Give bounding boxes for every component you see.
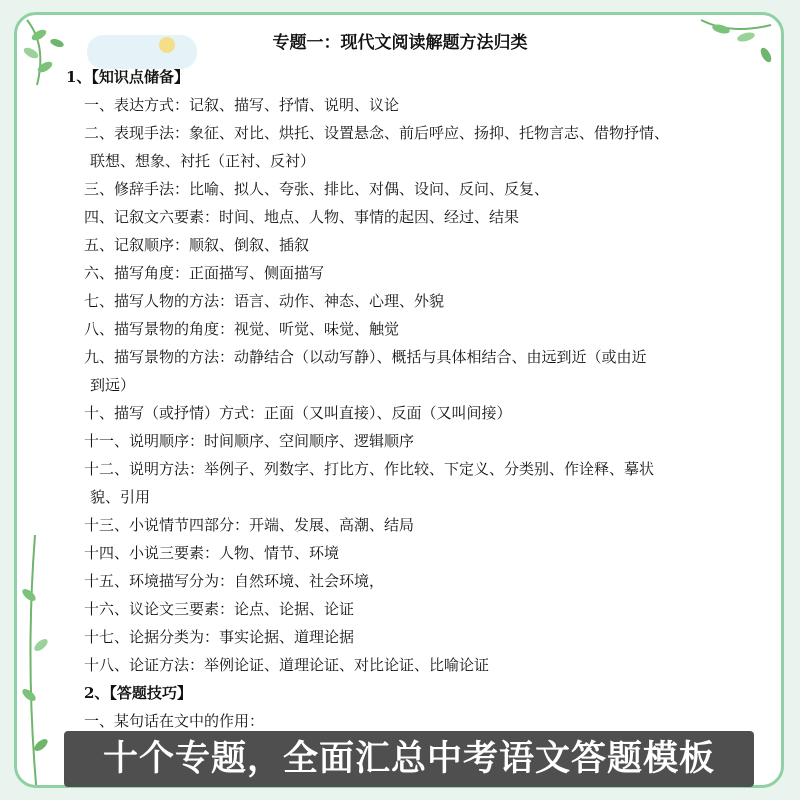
- knowledge-item: 四、记叙文六要素：时间、地点、人物、事情的起因、经过、结果: [84, 208, 520, 226]
- knowledge-item: 二、表现手法：象征、对比、烘托、设置悬念、前后呼应、扬抑、托物言志、借物抒情、: [84, 124, 670, 142]
- knowledge-item: 十四、小说三要素：人物、情节、环境: [84, 544, 340, 562]
- knowledge-item: 七、描写人物的方法：语言、动作、神态、心理、外貌: [84, 292, 445, 310]
- document-title: 专题一：现代文阅读解题方法归类: [272, 33, 528, 53]
- knowledge-item-continuation: 貌、引用: [90, 488, 151, 506]
- knowledge-item: 八、描写景物的角度：视觉、听觉、味觉、触觉: [84, 320, 400, 338]
- knowledge-item: 六、描写角度：正面描写、侧面描写: [84, 264, 325, 282]
- knowledge-item: 三、修辞手法：比喻、拟人、夸张、排比、对偶、设问、反问、反复、: [84, 180, 550, 198]
- section-heading-answer-skills: 2、【答题技巧】: [84, 684, 192, 702]
- knowledge-item-continuation: 联想、想象、衬托（正衬、反衬）: [90, 152, 316, 170]
- knowledge-item-continuation: 到远）: [90, 376, 136, 394]
- knowledge-item: 十七、论据分类为：事实论据、道理论据: [84, 628, 355, 646]
- promo-banner: [64, 731, 754, 787]
- section-heading-knowledge: 1、【知识点储备】: [66, 68, 189, 86]
- knowledge-item: 十五、环境描写分为：自然环境、社会环境，: [84, 572, 385, 590]
- knowledge-item: 十三、小说情节四部分：开端、发展、高潮、结局: [84, 516, 415, 534]
- knowledge-item: 十二、说明方法：举例子、列数字、打比方、作比较、下定义、分类别、作诠释、摹状: [84, 460, 655, 478]
- knowledge-item: 九、描写景物的方法：动静结合（以动写静）、概括与具体相结合、由远到近（或由近: [84, 348, 647, 366]
- knowledge-item: 十八、论证方法：举例论证、道理论证、对比论证、比喻论证: [84, 656, 490, 674]
- knowledge-item: 十、描写（或抒情）方式：正面（又叫直接）、反面（又叫间接）: [84, 404, 512, 422]
- promo-banner-text: 十个专题，全面汇总中考语文答题模板: [102, 739, 715, 779]
- knowledge-item: 一、表达方式：记叙、描写、抒情、说明、议论: [84, 96, 400, 114]
- knowledge-item: 十一、说明顺序：时间顺序、空间顺序、逻辑顺序: [84, 432, 415, 450]
- knowledge-item: 五、记叙顺序：顺叙、倒叙、插叙: [84, 236, 310, 254]
- knowledge-item: 十六、议论文三要素：论点、论据、论证: [84, 600, 355, 618]
- answer-skill-item: 一、某句话在文中的作用：: [84, 712, 265, 730]
- leaf-side-decoration: [17, 535, 57, 788]
